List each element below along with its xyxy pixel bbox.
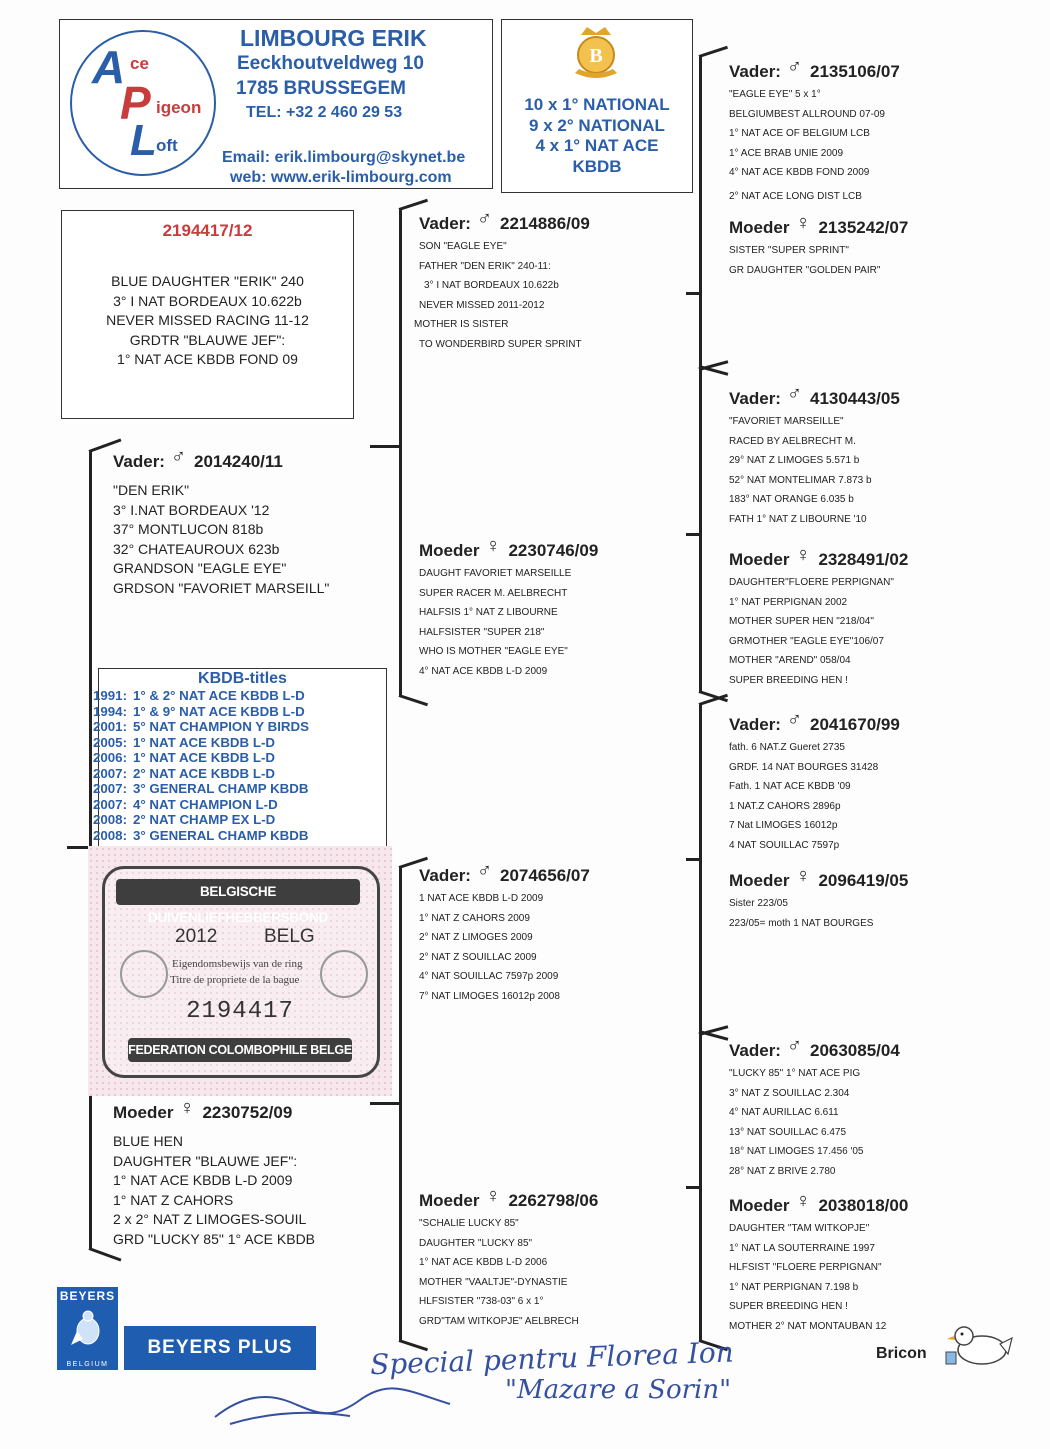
kbdb-title: KBDB-titles [198, 670, 287, 687]
gen3-ssd-details [729, 241, 908, 280]
gen3-dds-header [729, 1035, 900, 1062]
sire-label: Vader: [419, 214, 471, 233]
logo-text-igeon: igeon [156, 98, 202, 117]
sire-label: Vader: [729, 1041, 781, 1060]
gen3-ssd-ring: 2135242/07 [818, 218, 909, 237]
detail-line: 2° NAT Z SOUILLAC 2009 [419, 951, 537, 963]
detail-line: "LUCKY 85" 1° NAT ACE PIG [729, 1068, 861, 1079]
gen2-dd-details [419, 1214, 598, 1331]
badge-line-4: KBDB [572, 157, 622, 176]
gen3-sdd [729, 544, 909, 690]
female-symbol-icon: ♀ [795, 865, 811, 887]
subject-line-3: NEVER MISSED RACING 11-12 [106, 312, 309, 328]
detail-line: 223/05= moth 1 NAT BOURGES [729, 917, 874, 929]
detail-line: SUPER RACER M. AELBRECHT [419, 587, 568, 599]
detail-line: 1° NAT ACE OF BELGIUM LCB [729, 128, 870, 139]
subject-line-4: GRDTR "BLAUWE JEF": [129, 332, 286, 348]
detail-line: DAUGHTER "LUCKY 85" [419, 1237, 533, 1249]
detail-line: MOTHER "AREND" 058/04 [729, 655, 851, 666]
detail-line: 1° NAT ACE KBDB L-D 2006 [419, 1257, 548, 1268]
detail-line: 7 Nat LIMOGES 16012p [729, 820, 838, 831]
dam-label: Moeder [729, 550, 790, 569]
kbdb-titles-box [92, 668, 387, 850]
gen3-bracket-3 [699, 705, 702, 1031]
detail-line: GRD "LUCKY 85" 1° ACE KBDB [113, 1230, 316, 1247]
gen3-sss-header [729, 56, 900, 83]
detail-line: MOTHER 2° NAT MONTAUBAN 12 [729, 1320, 887, 1332]
detail-line: 4° NAT AURILLAC 6.611 [729, 1107, 839, 1118]
subject-line-2: 3° I NAT BORDEAUX 10.622b [113, 293, 302, 309]
detail-line: WHO IS MOTHER "EAGLE EYE" [419, 646, 568, 657]
sire-label: Vader: [419, 866, 471, 885]
gen2-sd-details [419, 564, 598, 681]
gen3-sdd-ring: 2328491/02 [818, 550, 909, 569]
kbdb-row: 2005: 1° NAT ACE KBDB L-D [92, 734, 275, 750]
detail-line: 4 NAT SOUILLAC 7597p [729, 839, 840, 851]
badge-line-2: 9 x 2° NATIONAL [529, 116, 665, 135]
logo-text-ce: ce [130, 54, 149, 73]
gen3-1-top [699, 46, 728, 58]
detail-line: 18° NAT LIMOGES 17.456 '05 [729, 1146, 864, 1157]
certificate-country: BELG [264, 926, 315, 947]
gen3-sds-header [729, 383, 900, 410]
logo-text-oft: oft [156, 136, 178, 155]
kbdb-row: 2008: 2° NAT CHAMP EX L-D [92, 812, 276, 827]
gen3-dsd-header [729, 865, 909, 892]
gen2-dd-ring: 2262798/06 [508, 1191, 599, 1210]
male-symbol-icon: ♂ [476, 860, 492, 882]
gen2-sd-ring: 2230746/09 [508, 541, 599, 560]
gen3-ddd [729, 1190, 909, 1336]
kbdb-row: 2006: 1° NAT ACE KBDB L-D [92, 750, 275, 765]
kbdb-row: 1991: 1° & 2° NAT ACE KBDB L-D [92, 688, 305, 703]
pigeon-cartoon-icon [938, 1320, 1014, 1375]
certificate-line-2: Titre de propriete de la bague [170, 974, 300, 986]
detail-line: HLFSISTER "738-03" 6 x 1° [419, 1296, 544, 1307]
gen2-dam-dam [419, 1185, 599, 1331]
gen3-dss [729, 709, 900, 855]
detail-line: 29° NAT Z LIMOGES 5.571 b [729, 455, 860, 466]
gen1-sire [113, 446, 330, 598]
beyers-logo [57, 1287, 118, 1370]
gen1-dam-details [113, 1132, 315, 1249]
detail-line: 1 NAT.Z CAHORS 2896p [729, 800, 841, 812]
male-symbol-icon: ♂ [786, 56, 802, 78]
gen2-dd-header [419, 1185, 599, 1212]
detail-line: 4° NAT ACE KBDB L-D 2009 [419, 665, 548, 677]
kbdb-row: 1994: 1° & 9° NAT ACE KBDB L-D [92, 703, 305, 719]
gen3-ssd [729, 212, 909, 280]
detail-line: 13° NAT SOUILLAC 6.475 [729, 1126, 847, 1138]
gen2-sire-dam [419, 535, 599, 681]
gen3-dds [729, 1035, 900, 1181]
gen3-sdd-details [729, 573, 908, 690]
trophy-logo-icon [569, 25, 623, 83]
gen3-sss-ring: 2135106/07 [809, 62, 900, 81]
detail-line: FATHER "DEN ERIK" 240-11: [419, 260, 551, 272]
breeder-tel: TEL: +32 2 460 29 53 [246, 104, 403, 121]
dam-label: Moeder [419, 1191, 480, 1210]
kbdb-row: 2007: 4° NAT CHAMPION L-D [92, 796, 278, 812]
subject-pigeon-box [61, 210, 354, 419]
gen1-dam-link [370, 1102, 401, 1105]
detail-line: 1° NAT Z CAHORS [113, 1191, 234, 1208]
sire-label: Vader: [729, 389, 781, 408]
detail-line: GRMOTHER "EAGLE EYE"106/07 [729, 635, 884, 647]
detail-line: MOTHER "VAALTJE"-DYNASTIE [419, 1276, 568, 1288]
gen2-ds-ring: 2074656/07 [499, 866, 590, 885]
breeder-city: 1785 BRUSSEGEM [236, 78, 407, 99]
dam-label: Moeder [113, 1103, 174, 1122]
achievements-badge [501, 19, 693, 193]
detail-line: "DEN ERIK" [113, 482, 190, 498]
detail-line: SUPER BREEDING HEN ! [729, 1301, 848, 1312]
certificate-year: 2012 [175, 926, 218, 947]
logo-letter-a: A [92, 41, 126, 93]
gen3-3-mid [686, 858, 701, 861]
kbdb-list [85, 688, 386, 843]
detail-line: 183° NAT ORANGE 6.035 b [729, 494, 854, 505]
detail-line: FATH 1° NAT Z LIBOURNE '10 [729, 513, 867, 525]
detail-line: Fath. 1 NAT ACE KBDB '09 [729, 781, 851, 792]
gen2-sire-bracket [399, 210, 402, 696]
gen1-sire-details [113, 481, 329, 598]
male-symbol-icon: ♂ [476, 208, 492, 230]
detail-line: 28° NAT Z BRIVE 2.780 [729, 1165, 836, 1177]
female-symbol-icon: ♀ [795, 1190, 811, 1212]
kbdb-row: 2008: 3° GENERAL CHAMP KBDB [92, 827, 309, 843]
breeder-email: Email: erik.limbourg@skynet.be [222, 149, 466, 166]
gen3-dss-ring: 2041670/99 [809, 715, 900, 734]
certificate-bottom-banner: FEDERATION COLOMBOPHILE BELGE [128, 1038, 352, 1062]
female-symbol-icon: ♀ [795, 544, 811, 566]
dam-label: Moeder [729, 871, 790, 890]
detail-line: GR DAUGHTER "GOLDEN PAIR" [729, 264, 881, 276]
detail-line: SON "EAGLE EYE" [419, 241, 507, 252]
gen2-sire-top [399, 199, 428, 211]
detail-line: GRDSON "FAVORIET MARSEILL" [113, 579, 330, 596]
sire-label: Vader: [729, 715, 781, 734]
logo-letter-p: P [120, 77, 151, 129]
certificate-top-banner: BELGISCHE DUIVENLIEFHEBBERSBOND [116, 879, 360, 905]
gen3-1-mid [686, 292, 701, 295]
gen3-2-mid [686, 533, 701, 536]
female-symbol-icon: ♀ [179, 1097, 195, 1119]
detail-line: SUPER BREEDING HEN ! [729, 674, 848, 686]
gen3-bracket-2 [699, 366, 702, 691]
detail-line: 4° NAT SOUILLAC 7597p 2009 [419, 971, 559, 982]
gen3-ddd-details [729, 1219, 908, 1336]
breeder-web: web: www.erik-limbourg.com [230, 169, 452, 186]
gen1-bracket-bottom [88, 1247, 121, 1261]
detail-line: 2° NAT ACE LONG DIST LCB [729, 190, 862, 202]
beyers-plus-banner: BEYERS PLUS [124, 1326, 316, 1370]
detail-line: HALFSIS 1° NAT Z LIBOURNE [419, 607, 558, 618]
female-symbol-icon: ♀ [485, 1185, 501, 1207]
kbdb-row: 2007: 3° GENERAL CHAMP KBDB [92, 781, 309, 796]
female-symbol-icon: ♀ [485, 535, 501, 557]
ring-emblem-icon [120, 950, 168, 998]
detail-line: 2 x 2° NAT Z LIMOGES-SOUIL [113, 1211, 307, 1227]
gen3-4-mid [686, 1186, 701, 1189]
gen3-sss [729, 56, 900, 206]
gen2-sire-bottom [399, 694, 428, 706]
detail-line: 37° MONTLUCON 818b [113, 521, 264, 537]
signature-scribble [210, 1372, 480, 1437]
handwriting-line-1: Special pentru Florea Ion [369, 1335, 735, 1382]
detail-line: 1° NAT ACE KBDB L-D 2009 [113, 1172, 293, 1188]
crown-emblem-icon [320, 950, 368, 998]
detail-line: 3° NAT Z SOUILLAC 2.304 [729, 1087, 850, 1099]
gen2-ss-header [419, 208, 590, 235]
detail-line: 1 NAT ACE KBDB L-D 2009 [419, 893, 544, 904]
gen3-ddd-header [729, 1190, 909, 1217]
gen1-sire-link [370, 445, 401, 448]
detail-line: BLUE HEN [113, 1133, 184, 1149]
handwriting-line-2: "Mazare a Sorin" [505, 1375, 732, 1405]
gen1-sire-header [113, 446, 329, 473]
detail-line: GRD"TAM WITKOPJE" AELBRECH [419, 1315, 579, 1327]
dam-label: Moeder [729, 1196, 790, 1215]
gen2-dam-sire [419, 860, 590, 1006]
detail-line: 1° NAT PERPIGNAN 2002 [729, 596, 848, 608]
detail-line: DAUGHTER"FLOERE PERPIGNAN" [729, 577, 894, 588]
bricon-text: Bricon [876, 1345, 927, 1362]
detail-line: 32° CHATEAUROUX 623b [113, 540, 280, 557]
subject-line-1: BLUE DAUGHTER "ERIK" 240 [111, 273, 304, 289]
gen2-ss-details [414, 237, 590, 354]
detail-line: DAUGHT FAVORIET MARSEILLE [419, 568, 572, 579]
detail-line: HALFSISTER "SUPER 218" [419, 626, 545, 638]
detail-line: "EAGLE EYE" 5 x 1° [729, 89, 821, 100]
detail-line: GRANDSON "EAGLE EYE" [113, 560, 287, 576]
detail-line: HLFSIST "FLOERE PERPIGNAN" [729, 1262, 882, 1273]
male-symbol-icon: ♂ [786, 1035, 802, 1057]
detail-line: MOTHER IS SISTER [414, 319, 509, 330]
gen3-dsd-details [729, 894, 908, 933]
gen3-sds-details [729, 412, 900, 529]
gen3-sds-ring: 4130443/05 [809, 389, 900, 408]
detail-line: RACED BY AELBRECHT M. [729, 435, 856, 447]
detail-line: 7° NAT LIMOGES 16012p 2008 [419, 990, 560, 1002]
gen3-dss-details [729, 738, 900, 855]
detail-line: GRDF. 14 NAT BOURGES 31428 [729, 761, 879, 773]
gen3-dss-header [729, 709, 900, 736]
gen3-sdd-header [729, 544, 909, 571]
detail-line: BELGIUMBEST ALLROUND 07-09 [729, 108, 885, 120]
detail-line: Sister 223/05 [729, 898, 788, 909]
svg-text:B: B [589, 45, 603, 67]
subject-line-5: 1° NAT ACE KBDB FOND 09 [117, 351, 298, 367]
breeder-header [59, 19, 493, 189]
gen1-dam-header [113, 1097, 315, 1124]
male-symbol-icon: ♂ [786, 709, 802, 731]
gen2-sire-sire [414, 208, 590, 354]
gen1-dam [113, 1097, 316, 1249]
gen3-bracket-1 [699, 57, 702, 366]
gen3-dds-ring: 2063085/04 [809, 1041, 900, 1060]
gen3-dds-details [729, 1064, 900, 1181]
logo-letter-l: L [130, 116, 157, 165]
gen3-dsd-ring: 2096419/05 [818, 871, 909, 890]
beyers-logo-top: BEYERS [59, 1289, 116, 1303]
gen3-ddd-ring: 2038018/00 [818, 1196, 909, 1215]
kbdb-row: 2001: 5° NAT CHAMPION Y BIRDS [92, 719, 309, 734]
certificate-number: 2194417 [186, 998, 294, 1025]
pigeon-icon [69, 1307, 107, 1354]
detail-line: 1° NAT LA SOUTERRAINE 1997 [729, 1242, 875, 1254]
gen3-sds [729, 383, 900, 529]
badge-line-1: 10 x 1° NATIONAL [524, 95, 670, 114]
detail-line: fath. 6 NAT.Z Gueret 2735 [729, 742, 845, 753]
dam-label: Moeder [729, 218, 790, 237]
gen1-sire-ring: 2014240/11 [193, 452, 283, 471]
detail-line: 1° NAT Z CAHORS 2009 [419, 912, 530, 924]
detail-line: 3° I.NAT BORDEAUX '12 [113, 501, 270, 518]
subject-ring: 2194417/12 [162, 221, 253, 240]
male-symbol-icon: ♂ [786, 383, 802, 405]
detail-line: 4° NAT ACE KBDB FOND 2009 [729, 167, 870, 178]
female-symbol-icon: ♀ [795, 212, 811, 234]
sire-label: Vader: [113, 452, 165, 471]
gen3-dsd [729, 865, 909, 933]
gen2-ds-details [419, 889, 590, 1006]
detail-line: SISTER "SUPER SPRINT" [729, 245, 849, 256]
gen3-ssd-header [729, 212, 909, 239]
detail-line: "FAVORIET MARSEILLE" [729, 416, 844, 427]
gen2-ss-ring: 2214886/09 [499, 214, 590, 233]
detail-line: DAUGHTER "TAM WITKOPJE" [729, 1223, 870, 1234]
badge-line-3: 4 x 1° NAT ACE [535, 136, 659, 155]
beyers-logo-bottom: BELGIUM [66, 1361, 109, 1368]
ring-certificate [88, 846, 392, 1096]
detail-line: 1° ACE BRAB UNIE 2009 [729, 147, 844, 159]
male-symbol-icon: ♂ [170, 446, 186, 468]
gen1-dam-ring: 2230752/09 [202, 1103, 293, 1122]
gen3-sss-details [729, 85, 900, 206]
detail-line: MOTHER SUPER HEN "218/04" [729, 616, 874, 627]
ace-pigeon-loft-logo [70, 30, 216, 176]
breeder-name: LIMBOURG ERIK [240, 25, 427, 51]
dam-label: Moeder [419, 541, 480, 560]
detail-line: 1° NAT PERPIGNAN 7.198 b [729, 1281, 859, 1293]
detail-line: TO WONDERBIRD SUPER SPRINT [419, 338, 582, 350]
detail-line: NEVER MISSED 2011-2012 [419, 299, 545, 311]
breeder-street: Eeckhoutveldweg 10 [237, 53, 424, 74]
detail-line: "SCHALIE LUCKY 85" [419, 1218, 519, 1229]
gen2-sd-header [419, 535, 599, 562]
gen2-ds-header [419, 860, 590, 887]
sire-label: Vader: [729, 62, 781, 81]
detail-line: 2° NAT Z LIMOGES 2009 [419, 932, 533, 943]
kbdb-row: 2007: 2° NAT ACE KBDB L-D [92, 765, 275, 781]
detail-line: DAUGHTER "BLAUWE JEF": [113, 1152, 298, 1169]
detail-line: 52° NAT MONTELIMAR 7.873 b [729, 474, 872, 486]
certificate-line-1: Eigendomsbewijs van de ring [172, 958, 303, 970]
detail-line: 3° I NAT BORDEAUX 10.622b [424, 280, 559, 291]
